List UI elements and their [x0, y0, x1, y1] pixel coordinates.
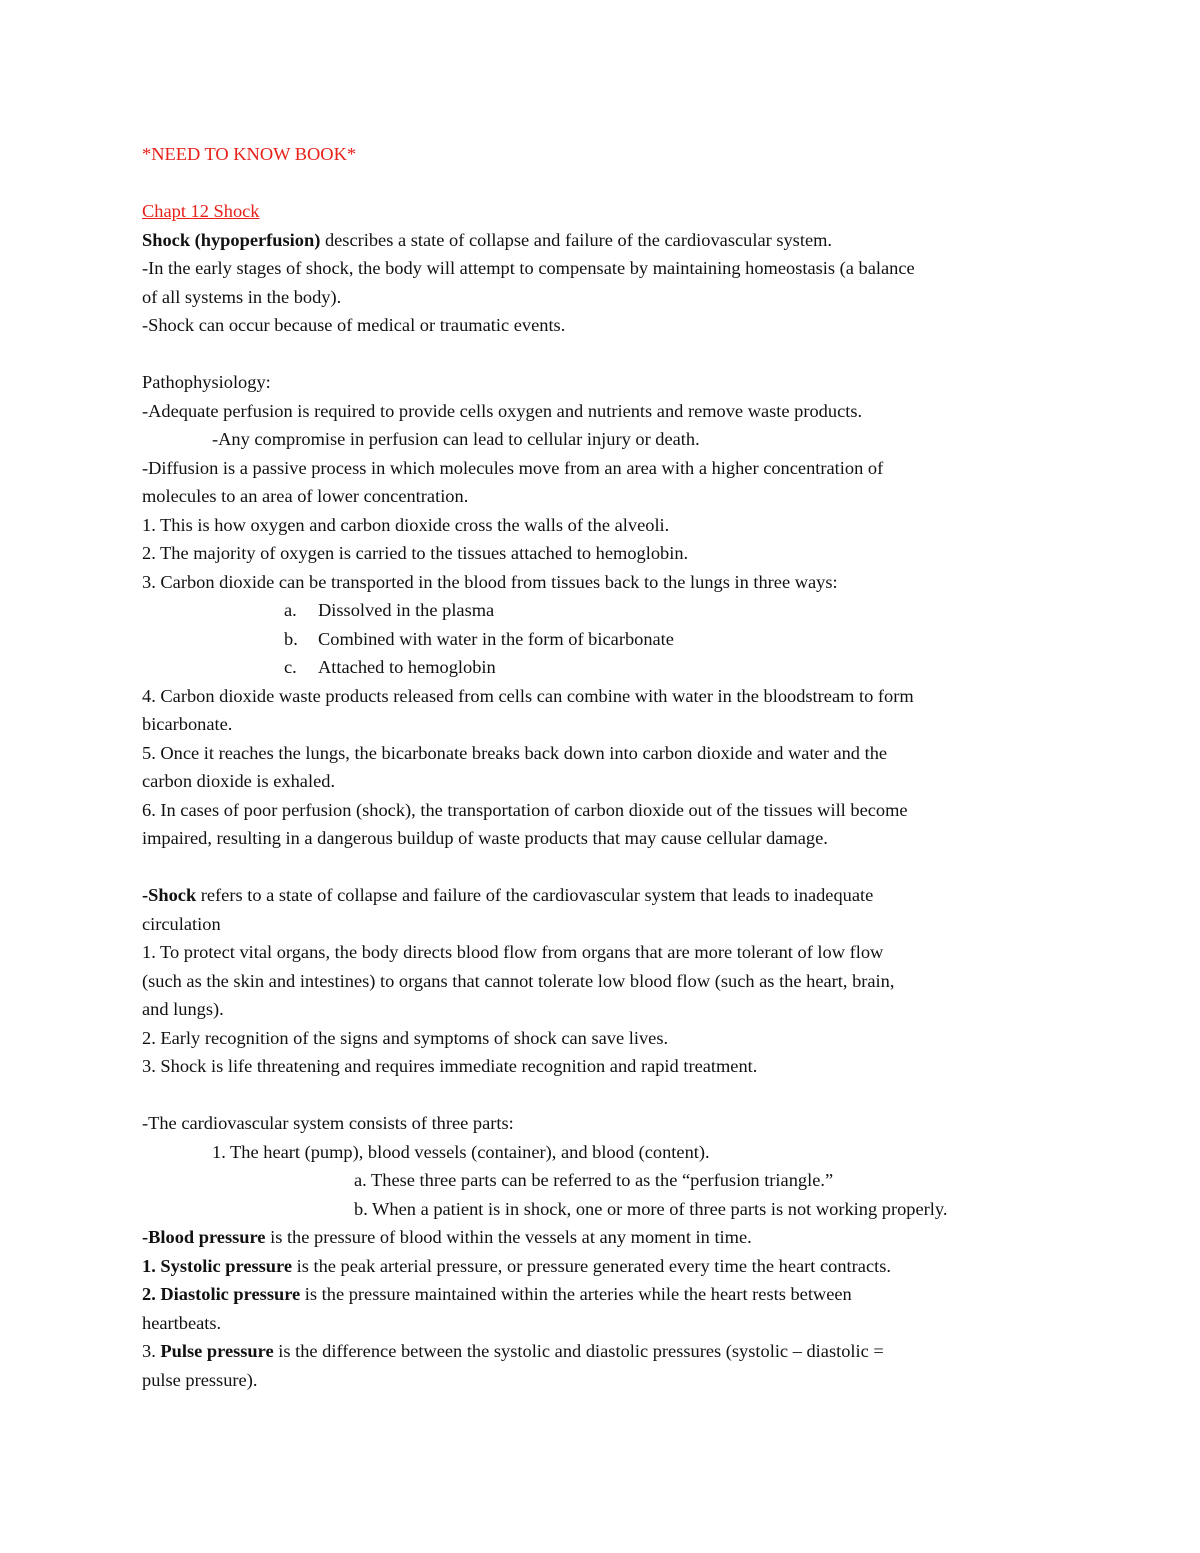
- numbered-item: 1. This is how oxygen and carbon dioxide cross the walls of the alveoli.: [142, 514, 670, 535]
- list-marker: c.: [284, 657, 297, 677]
- list-item-text: Attached to hemoglobin: [318, 657, 496, 677]
- systolic-item: [142, 1252, 1062, 1281]
- list-marker: a.: [284, 600, 297, 620]
- sub-item: b. When a patient is in shock, one or more of three parts is not working properly.: [354, 1198, 948, 1219]
- term-diastolic-pressure: Diastolic pressure: [155, 1284, 301, 1304]
- indented-line: -Any compromise in perfusion can lead to cellular injury or death.: [212, 429, 700, 449]
- pathophysiology-heading: Pathophysiology:: [142, 372, 271, 392]
- paragraph-line: heartbeats.: [142, 1312, 222, 1333]
- list-item-text: Dissolved in the plasma: [318, 600, 495, 620]
- indented-line: 1. The heart (pump), blood vessels (container), and blood (content).: [212, 1141, 710, 1162]
- paragraph-line: circulation: [142, 913, 221, 934]
- numbered-item: 4. Carbon dioxide waste products released from cells can combine with water in the bloodstream to form: [142, 685, 914, 706]
- term-shock: Shock: [148, 885, 197, 905]
- paragraph-line: of all systems in the body).: [142, 286, 342, 307]
- definition-text: is the pressure of blood within the vessels at any moment in time.: [265, 1227, 752, 1247]
- sub-item: a. These three parts can be referred to as the “perfusion triangle.”: [354, 1170, 834, 1190]
- list-item: [142, 625, 1062, 654]
- shock-definition: [142, 226, 1062, 255]
- item-number: 2.: [142, 1284, 156, 1304]
- numbered-item: 6. In cases of poor perfusion (shock), the transportation of carbon dioxide out of the tissues will become: [142, 799, 908, 820]
- numbered-item-cont: and lungs).: [142, 999, 224, 1019]
- definition-text: describes a state of collapse and failure of the cardiovascular system.: [320, 229, 833, 250]
- paragraph-line: -Diffusion is a passive process in which molecules move from an area with a higher concentration of: [142, 457, 884, 478]
- dash: -: [142, 1227, 149, 1247]
- term-systolic-pressure: Systolic pressure: [155, 1255, 293, 1276]
- numbered-item-cont: carbon dioxide is exhaled.: [142, 771, 336, 791]
- item-number: 3.: [142, 1341, 156, 1361]
- document-title: *NEED TO KNOW BOOK*: [142, 144, 357, 164]
- numbered-item: 3. Shock is life threatening and requires immediate recognition and rapid treatment.: [142, 1056, 758, 1076]
- diastolic-item: [142, 1280, 1062, 1309]
- numbered-item: 2. The majority of oxygen is carried to the tissues attached to hemoglobin.: [142, 543, 689, 563]
- list-item: [142, 653, 1062, 682]
- definition-text: is the difference between the systolic and diastolic pressures (systolic – diastolic =: [273, 1341, 884, 1361]
- numbered-item: 2. Early recognition of the signs and symptoms of shock can save lives.: [142, 1027, 669, 1048]
- chapter-heading: Chapt 12 Shock: [142, 201, 260, 221]
- term-shock-hypoperfusion: Shock (hypoperfusion): [142, 229, 321, 250]
- definition-text: is the peak arterial pressure, or pressure generated every time the heart contracts.: [292, 1255, 891, 1276]
- numbered-item: 5. Once it reaches the lungs, the bicarbonate breaks back down into carbon dioxide and water and the: [142, 742, 888, 763]
- pulse-item: [142, 1337, 1062, 1366]
- term-pulse-pressure: Pulse pressure: [155, 1341, 274, 1361]
- term-blood-pressure: Blood pressure: [148, 1227, 266, 1247]
- paragraph-line: -Adequate perfusion is required to provide cells oxygen and nutrients and remove waste products.: [142, 400, 863, 421]
- paragraph-line: pulse pressure).: [142, 1369, 258, 1390]
- numbered-item-cont: bicarbonate.: [142, 714, 233, 734]
- paragraph-line: -The cardiovascular system consists of three parts:: [142, 1113, 514, 1133]
- dash: -: [142, 885, 149, 905]
- paragraph-line: -Shock can occur because of medical or traumatic events.: [142, 315, 566, 335]
- blood-pressure-definition: [142, 1223, 1062, 1252]
- numbered-item-cont: impaired, resulting in a dangerous buildup of waste products that may cause cellular damage.: [142, 828, 828, 848]
- list-marker: b.: [284, 628, 298, 649]
- definition-text: is the pressure maintained within the arteries while the heart rests between: [300, 1284, 852, 1304]
- list-item: [142, 596, 1062, 625]
- numbered-item-cont: (such as the skin and intestines) to organs that cannot tolerate low blood flow (such as the heart, brain,: [142, 970, 895, 991]
- paragraph-line: molecules to an area of lower concentration.: [142, 486, 469, 506]
- item-number: 1.: [142, 1255, 156, 1276]
- document-body: [142, 140, 1062, 1394]
- numbered-item: 1. To protect vital organs, the body directs blood flow from organs that are more tolerant of low flow: [142, 942, 884, 962]
- paragraph-line: -In the early stages of shock, the body will attempt to compensate by maintaining homeostasis (a balance: [142, 258, 915, 278]
- shock-paragraph: [142, 881, 1062, 910]
- list-item-text: Combined with water in the form of bicarbonate: [318, 628, 674, 649]
- numbered-item: 3. Carbon dioxide can be transported in the blood from tissues back to the lungs in three ways:: [142, 571, 838, 592]
- definition-text: refers to a state of collapse and failure of the cardiovascular system that leads to inadequate: [196, 885, 874, 905]
